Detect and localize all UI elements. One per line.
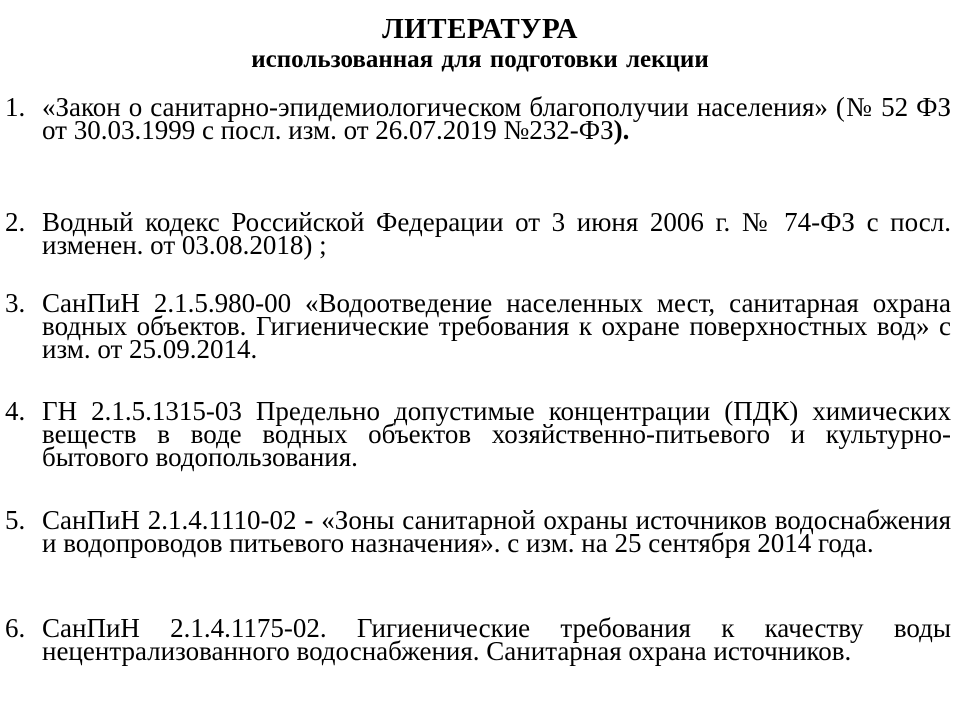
reference-text <box>42 505 951 558</box>
reference-text: СанПиН 2.1.4.1175-02. Гигиенические требования к качеству воды нецентрализованного водоснабжения. Санитарная охрана источников. <box>42 613 951 666</box>
reference-text: ГН 2.1.5.1315-03 Предельно допустимые концентрации (ПДК) химических веществ в воде водных объектов хозяйственно-питьевого и культурно-бытового водопользования. <box>42 396 951 472</box>
reference-number: 5. <box>5 505 26 535</box>
reference-text-main: «Закон о санитарно-эпидемиологическом благополучии населения» (№ 52 ФЗ от 30.03.1999 с посл. изм. от 26.07.2019 №232-ФЗ <box>42 92 951 145</box>
reference-number: 4. <box>5 396 26 426</box>
reference-number: 3. <box>5 288 26 318</box>
reference-text: Водный кодекс Российской Федерации от 3 июня 2006 г. № 74-ФЗ с посл. изменен. от 03.08.2018) ; <box>42 207 951 260</box>
reference-text: СанПиН 2.1.5.980-00 «Водоотведение населенных мест, санитарная охрана водных объектов. Гигиенические требования к охране поверхностных вод» с изм. от 25.09.2014. <box>42 288 951 364</box>
page-title: ЛИТЕРАТУРА <box>382 13 578 45</box>
reference-number: 2. <box>5 207 26 237</box>
reference-text <box>42 92 951 145</box>
reference-dash: - <box>304 505 314 535</box>
reference-number: 1. <box>5 92 26 122</box>
reference-text-before: СанПиН 2.1.4.1110-02 <box>42 505 305 535</box>
reference-number: 6. <box>5 613 26 643</box>
reference-text-after: «Зоны санитарной охраны источников водоснабжения и водопроводов питьевого назначения». с изм. на 25 сентября 2014 года. <box>42 505 951 558</box>
reference-text-tail: ). <box>613 115 630 145</box>
page-subtitle: использованная для подготовки лекции <box>251 46 709 73</box>
